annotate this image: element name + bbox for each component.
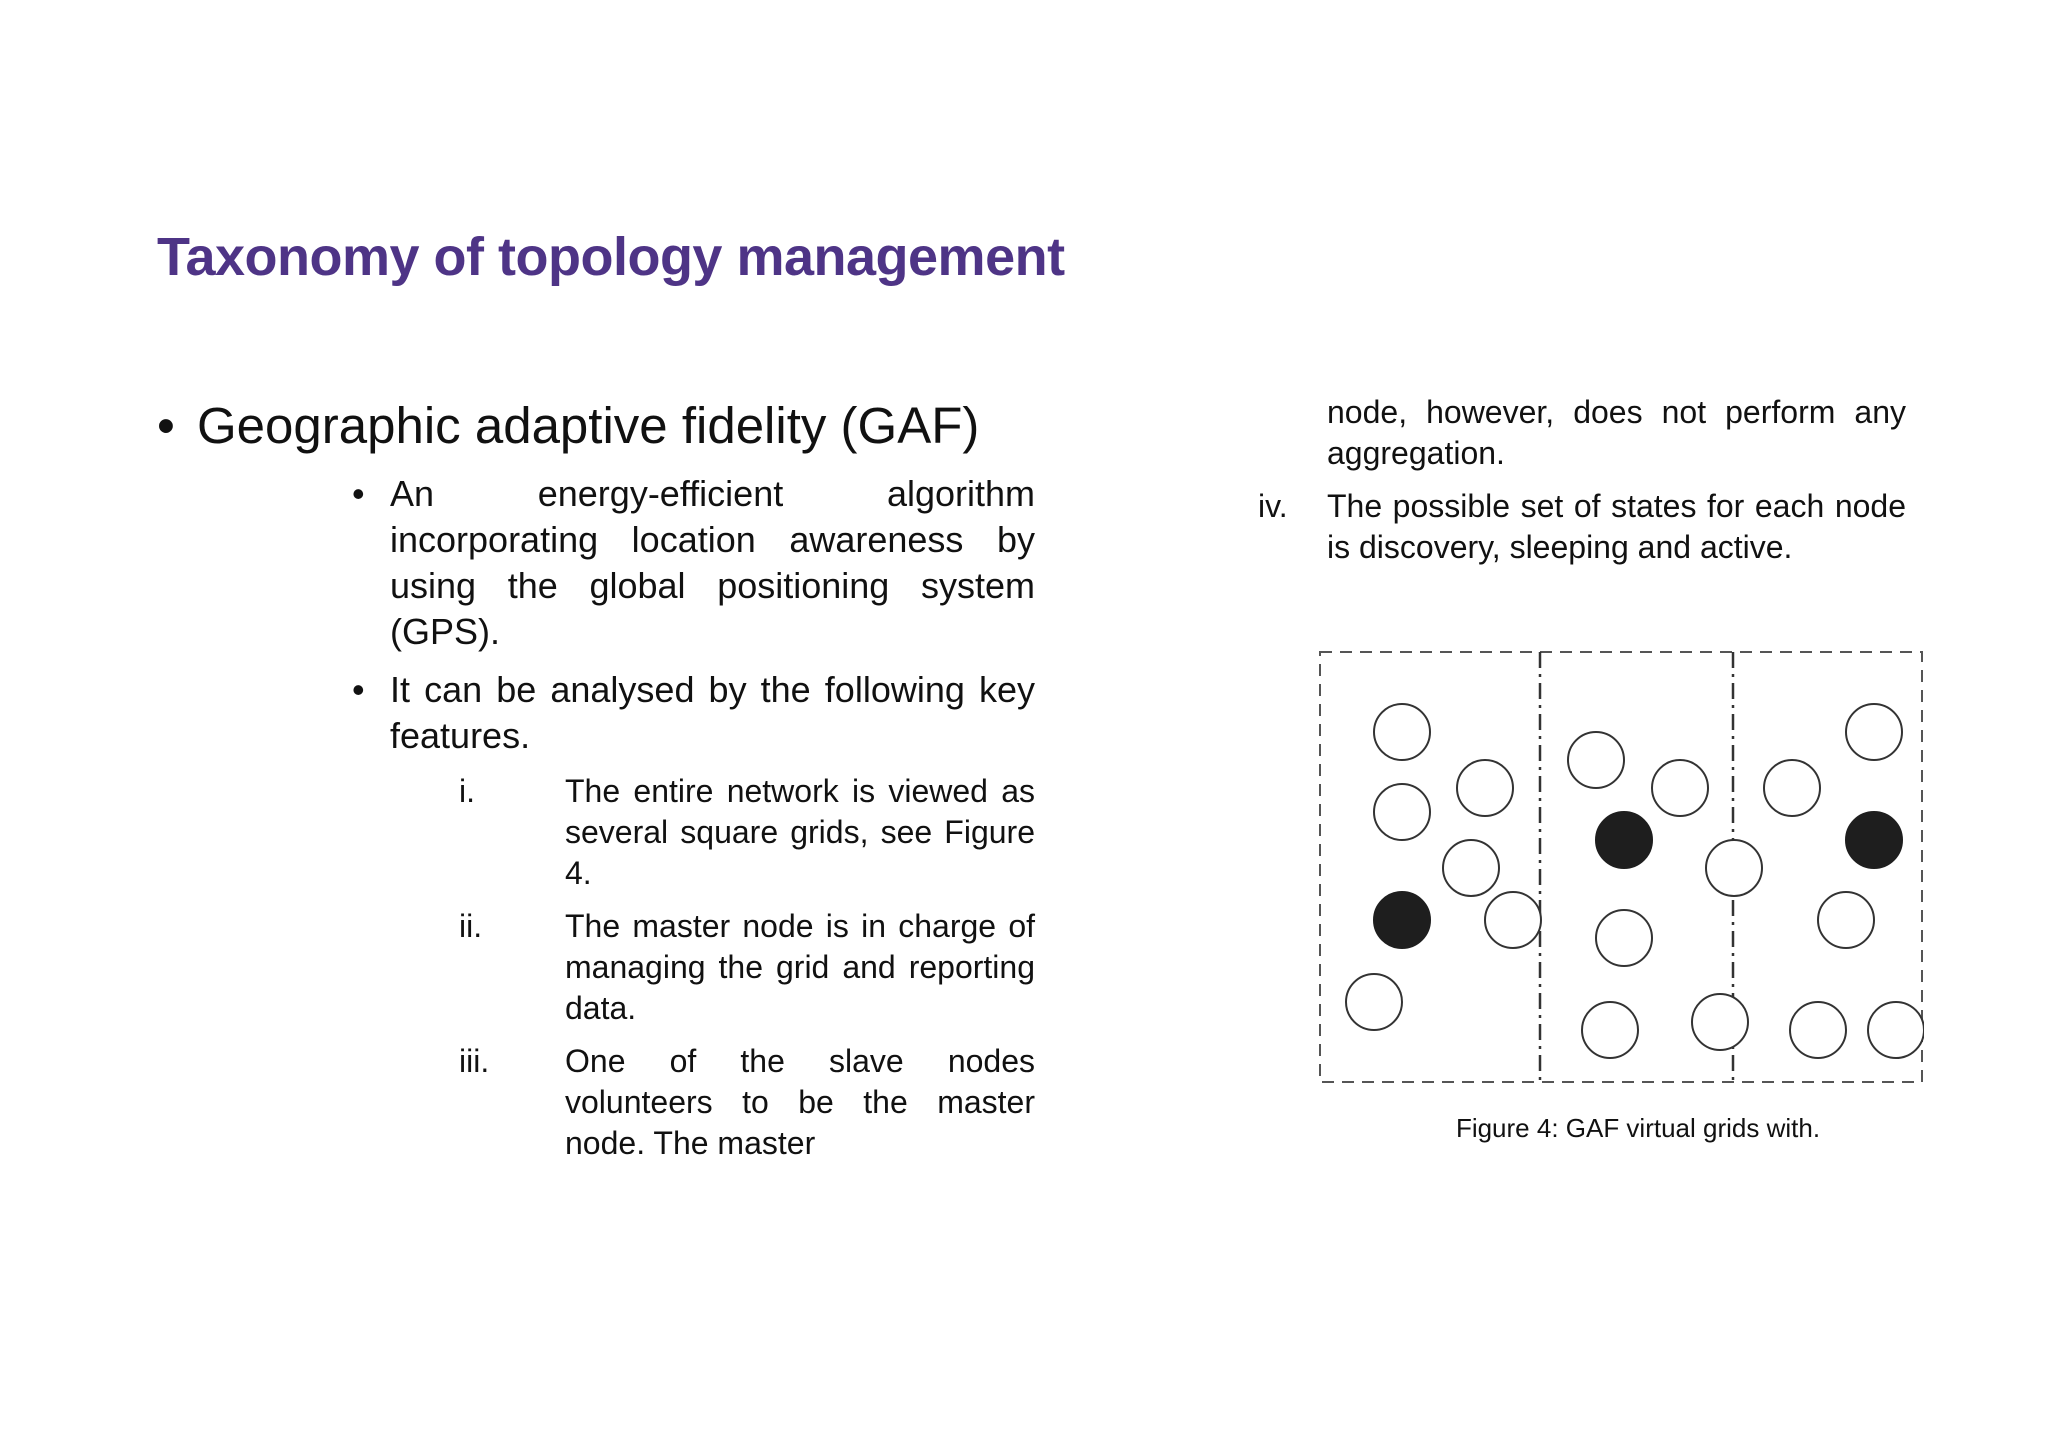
gaf-grid-figure <box>1318 650 1924 1085</box>
feature-text: The possible set of states for each node is discovery, sleeping and active. <box>1327 488 1906 565</box>
bullet-dot-icon: • <box>352 473 365 514</box>
sleeping-node <box>1346 974 1402 1030</box>
feature-text: The master node is in charge of managing the grid and reporting data. <box>565 908 1035 1026</box>
bullet-dot-icon: • <box>157 397 175 454</box>
sleeping-node <box>1846 704 1902 760</box>
master-node <box>1374 892 1430 948</box>
sleeping-node <box>1764 760 1820 816</box>
slide-title: Taxonomy of topology management <box>157 227 1065 287</box>
feature-numeral: ii. <box>459 908 483 944</box>
sub-bullet <box>352 667 1035 759</box>
feature-list <box>157 771 1035 1164</box>
figure-caption: Figure 4: GAF virtual grids with. <box>1455 1113 1821 1143</box>
feature-text: One of the slave nodes volunteers to be the master node. The master <box>565 1043 1035 1161</box>
feature-continuation: node, however, does not perform any aggregation. <box>1327 394 1906 471</box>
feature-item <box>459 1041 1035 1164</box>
bullet-dot-icon: • <box>352 669 365 710</box>
feature-item <box>1258 486 1906 568</box>
sleeping-node <box>1790 1002 1846 1058</box>
feature-text: The entire network is viewed as several square grids, see Figure 4. <box>565 773 1035 891</box>
sleeping-node <box>1374 704 1430 760</box>
sleeping-node <box>1868 1002 1924 1058</box>
main-bullet-text: Geographic adaptive fidelity (GAF) <box>197 397 980 454</box>
sleeping-node <box>1706 840 1762 896</box>
master-node <box>1596 812 1652 868</box>
feature-item <box>459 771 1035 894</box>
master-node <box>1846 812 1902 868</box>
feature-item <box>459 906 1035 1029</box>
sleeping-node <box>1652 760 1708 816</box>
sleeping-node <box>1443 840 1499 896</box>
sleeping-node <box>1818 892 1874 948</box>
sub-bullet-list <box>157 471 1035 759</box>
sleeping-node <box>1692 994 1748 1050</box>
sleeping-node <box>1582 1002 1638 1058</box>
main-bullet <box>157 395 1035 457</box>
sub-bullet-text: An energy-efficient algorithm incorporating location awareness by using the global positioning system (GPS). <box>390 473 1035 652</box>
sleeping-node <box>1374 784 1430 840</box>
feature-numeral: iv. <box>1258 488 1288 524</box>
sleeping-node <box>1457 760 1513 816</box>
sleeping-node <box>1568 732 1624 788</box>
feature-numeral: iii. <box>459 1043 490 1079</box>
left-column <box>157 395 1035 1176</box>
sub-bullet-text: It can be analysed by the following key features. <box>390 669 1035 756</box>
sub-bullet <box>352 471 1035 655</box>
sleeping-node <box>1596 910 1652 966</box>
sleeping-node <box>1485 892 1541 948</box>
feature-numeral: i. <box>459 773 475 809</box>
right-column <box>1258 392 1906 568</box>
